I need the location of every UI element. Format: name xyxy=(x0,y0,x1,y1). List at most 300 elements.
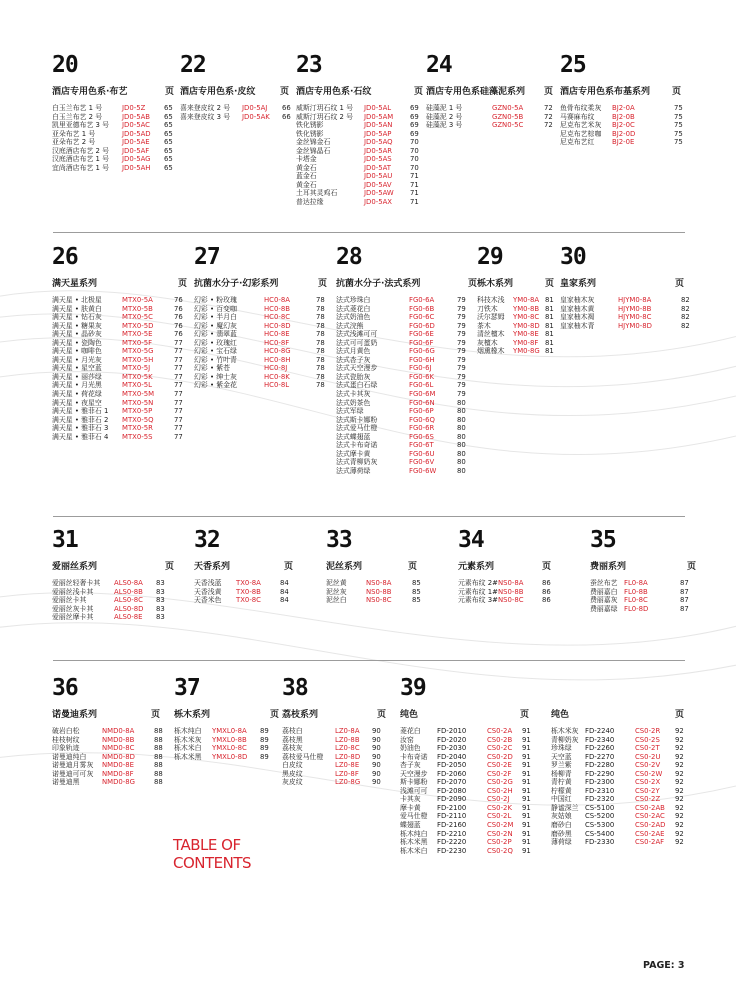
list-item xyxy=(194,347,330,356)
item-code: MTX0-5B xyxy=(122,304,153,313)
section-title: 爱丽丝系列 xyxy=(52,562,98,572)
item-page: 79 xyxy=(457,381,466,390)
item-name: 铁化锈影 xyxy=(296,129,324,138)
item-page: 82 xyxy=(681,296,690,304)
section-number: 35 xyxy=(590,527,616,553)
section-title: 抗菌水分子·法式系列 xyxy=(336,279,421,289)
item-page: 87 xyxy=(680,587,689,596)
item-name: 马赛麻布纹 xyxy=(560,112,595,121)
list-item xyxy=(426,121,556,130)
item-code: HC0-8K xyxy=(264,372,290,381)
item-code: CS0-2V xyxy=(635,761,661,770)
section-38 xyxy=(282,676,389,787)
item-page: 91 xyxy=(522,812,531,821)
item-page: 81 xyxy=(545,304,554,313)
item-model-code: CS-5400 xyxy=(585,829,615,838)
item-name: 罗兰紫 xyxy=(551,761,572,770)
row-divider-1 xyxy=(53,232,685,233)
list-item xyxy=(477,347,557,356)
item-page: 83 xyxy=(156,579,165,587)
item-code: HJYM0-8A xyxy=(618,296,652,304)
item-page: 69 xyxy=(410,112,419,121)
item-code: BJ2-0C xyxy=(612,121,635,130)
item-code: LZ0-8G xyxy=(335,778,361,787)
item-name: 白皮纹 xyxy=(282,761,303,770)
item-name: 硅藻泥 2 号 xyxy=(426,112,463,121)
list-item xyxy=(296,121,426,130)
item-name: 金丝锦金石 xyxy=(296,138,331,147)
item-name: 皇家柚木黄 xyxy=(560,304,595,313)
item-page: 80 xyxy=(457,458,466,467)
list-item xyxy=(400,838,532,847)
item-code: JD0-5AJ xyxy=(242,104,268,112)
item-code: FG0-6G xyxy=(409,347,435,356)
item-code: CS0-2A xyxy=(487,727,513,735)
list-item xyxy=(282,761,389,770)
item-code: MTX0-5M xyxy=(122,390,155,399)
list-item xyxy=(282,744,389,753)
item-code: FG0-6F xyxy=(409,338,434,347)
list-item xyxy=(296,189,426,198)
item-model-code: FD-2340 xyxy=(585,735,615,744)
section-number xyxy=(551,676,687,700)
list-item xyxy=(296,130,426,139)
list-item xyxy=(180,104,292,113)
item-name: 尼克布艺棕咖 xyxy=(560,129,602,138)
section-title: 栎木系列 xyxy=(174,710,211,720)
item-name: 鱼骨布纹柔灰 xyxy=(560,104,602,112)
page-column-label: 页 xyxy=(520,710,530,720)
item-page: 91 xyxy=(522,803,531,812)
item-name: 柠檬黄 xyxy=(551,786,572,795)
item-page: 91 xyxy=(522,838,531,847)
list-item xyxy=(52,778,163,787)
item-name: 白玉兰布艺 1 号 xyxy=(52,104,103,112)
item-page: 69 xyxy=(410,104,419,112)
item-page: 92 xyxy=(675,761,684,770)
list-item xyxy=(477,296,557,305)
list-item xyxy=(52,727,163,736)
list-item xyxy=(560,138,684,147)
item-code: FG0-6T xyxy=(409,441,434,450)
list-item xyxy=(336,433,480,442)
item-code: CS0-2P xyxy=(487,838,512,847)
section-number: 23 xyxy=(296,52,322,78)
item-name: 栎木米白 xyxy=(400,846,428,855)
item-code: YM0-8B xyxy=(513,304,540,313)
item-name: 幻彩 • 宝石绿 xyxy=(194,347,237,356)
item-name: 爱丽丝卡其 xyxy=(52,596,87,605)
item-name: 磨砂黑 xyxy=(551,829,572,838)
section-28 xyxy=(336,245,480,475)
item-code: ALS0-8E xyxy=(114,613,143,622)
item-name: 法式浣熊 xyxy=(336,321,364,330)
item-code: FG0-6N xyxy=(409,398,435,407)
item-name: 诺曼迪可可灰 xyxy=(52,769,94,778)
page-column-label: 页 xyxy=(687,562,697,572)
item-page: 85 xyxy=(412,587,421,596)
list-item xyxy=(336,313,480,322)
list-item xyxy=(52,407,190,416)
item-name: 元素布纹 3# xyxy=(458,596,498,605)
section-number: 27 xyxy=(194,244,220,270)
item-model-code: FD-2310 xyxy=(585,786,615,795)
list-item xyxy=(336,339,480,348)
item-model-code: FD-2080 xyxy=(437,786,467,795)
item-code: FG0-6L xyxy=(409,381,434,390)
item-page: 92 xyxy=(675,727,684,735)
item-name: 满天星 • 晶砂灰 xyxy=(52,330,102,339)
list-item xyxy=(52,104,177,113)
list-item xyxy=(52,322,190,331)
list-item xyxy=(400,727,532,736)
item-page: 77 xyxy=(174,372,183,381)
item-page: 81 xyxy=(545,330,554,339)
list-item xyxy=(52,390,190,399)
item-code: JD0-5AX xyxy=(364,198,393,207)
item-page: 85 xyxy=(412,596,421,605)
item-code: ALS0-8B xyxy=(114,587,143,596)
item-name: 法式薄荷绿 xyxy=(336,466,371,475)
item-code: JD0-5AD xyxy=(122,129,151,138)
list-item xyxy=(52,744,163,753)
list-item xyxy=(282,727,389,736)
item-page: 76 xyxy=(174,330,183,339)
item-name: 天空漫步 xyxy=(400,769,428,778)
item-page: 92 xyxy=(675,744,684,753)
list-item xyxy=(336,322,480,331)
item-page: 75 xyxy=(674,138,683,147)
list-item xyxy=(551,821,687,830)
item-code: MTX0-5C xyxy=(122,313,153,322)
item-code: TX0-8C xyxy=(236,596,261,605)
item-name: 桂枝树纹 xyxy=(52,735,80,744)
section-number: 24 xyxy=(426,52,452,78)
item-page: 78 xyxy=(316,330,325,339)
list-item xyxy=(174,736,282,745)
list-item xyxy=(551,838,687,847)
list-item xyxy=(400,821,532,830)
item-name: 法式奶油色 xyxy=(336,313,371,322)
item-code: NMD0-8E xyxy=(102,761,135,770)
item-page: 91 xyxy=(522,786,531,795)
item-page: 92 xyxy=(675,803,684,812)
list-item xyxy=(52,433,190,442)
item-name: 爱丽丝摩卡其 xyxy=(52,613,94,622)
item-code: JD0-5AH xyxy=(122,163,151,172)
item-code: HC0-8D xyxy=(264,321,291,330)
item-code: BJ2-0B xyxy=(612,112,635,121)
item-code: FL0-8C xyxy=(624,596,648,605)
item-code: LZ0-8E xyxy=(335,761,360,770)
item-model-code: FD-2300 xyxy=(585,778,615,787)
item-model-code: FD-2010 xyxy=(437,727,467,735)
section-number: 33 xyxy=(326,527,352,553)
item-name: 破岩白松 xyxy=(52,727,80,735)
item-page: 77 xyxy=(174,338,183,347)
item-code: HC0-8B xyxy=(264,304,290,313)
item-name: 汉庭酒店布艺 1 号 xyxy=(52,155,109,164)
item-code: NMD0-8F xyxy=(102,769,134,778)
item-name: 斯卡娜粉 xyxy=(400,778,428,787)
item-code: BJ2-0E xyxy=(612,138,635,147)
section-31 xyxy=(52,528,177,622)
page-column-label: 页 xyxy=(151,710,161,720)
item-code: JD0-5AU xyxy=(364,172,393,181)
item-code: JD0-5AB xyxy=(122,112,151,121)
item-name: 幻彩 • 翡翠蓝 xyxy=(194,330,237,339)
item-name: 法式月黄色 xyxy=(336,347,371,356)
item-code: CS0-2D xyxy=(487,752,513,761)
page-column-label: 页 xyxy=(178,279,188,289)
item-page: 92 xyxy=(675,821,684,830)
item-code: FG0-6K xyxy=(409,372,435,381)
section-37 xyxy=(174,676,282,761)
item-code: CS0-2U xyxy=(635,752,661,761)
item-code: JD0-5AR xyxy=(364,146,393,155)
item-code: FG0-6W xyxy=(409,466,437,475)
item-page: 90 xyxy=(372,769,381,778)
item-name: 喜来登皮纹 2 号 xyxy=(180,104,231,112)
item-code: NMD0-8A xyxy=(102,727,135,735)
list-item xyxy=(296,155,426,164)
item-code: NMD0-8G xyxy=(102,778,135,787)
item-page: 87 xyxy=(680,579,689,587)
list-item xyxy=(551,727,687,736)
item-name: 汉庭酒店布艺 2 号 xyxy=(52,146,109,155)
list-item xyxy=(52,424,190,433)
item-page: 69 xyxy=(410,121,419,130)
item-page: 77 xyxy=(174,364,183,373)
item-name: 诺曼迪纯白 xyxy=(52,752,87,761)
section-25 xyxy=(560,53,684,147)
item-page: 79 xyxy=(457,390,466,399)
item-name: 刀铁木 xyxy=(477,304,498,313)
item-page: 84 xyxy=(280,579,289,587)
item-name: 磨砂白 xyxy=(551,821,572,830)
item-name: 幻彩 • 绅士灰 xyxy=(194,372,237,381)
list-item xyxy=(296,172,426,181)
item-code: LZ0-8B xyxy=(335,735,360,744)
item-model-code: FD-2210 xyxy=(437,829,467,838)
item-model-code: FD-2100 xyxy=(437,803,467,812)
item-page: 83 xyxy=(156,604,165,613)
item-code: MTX0-5K xyxy=(122,372,153,381)
page-column-label: 页 xyxy=(468,279,478,289)
item-page: 70 xyxy=(410,163,419,172)
list-item xyxy=(400,761,532,770)
item-code: JD0-5AL xyxy=(364,104,392,112)
item-name: 法式瓷胎灰 xyxy=(336,372,371,381)
item-name: 菱花白 xyxy=(400,727,421,735)
item-name: 满天星 • 肤黄白 xyxy=(52,304,102,313)
item-code: CS0-2G xyxy=(487,778,513,787)
section-title: 泥丝系列 xyxy=(326,562,363,572)
list-item xyxy=(52,381,190,390)
item-name: 满天星 • 北极星 xyxy=(52,296,102,304)
list-item xyxy=(336,296,480,305)
item-name: 硅藻泥 1 号 xyxy=(426,104,463,112)
page-column-label: 页 xyxy=(542,562,552,572)
item-page: 85 xyxy=(412,579,421,587)
item-name: 法式蛋白石绿 xyxy=(336,381,378,390)
item-code: ALS0-8C xyxy=(114,596,143,605)
item-code: CS0-2AD xyxy=(635,821,666,830)
item-page: 80 xyxy=(457,415,466,424)
item-code: CS0-2Z xyxy=(635,795,661,804)
item-name: 满天星 • 夜星空 xyxy=(52,398,102,407)
item-code: CS0-2Q xyxy=(487,846,513,855)
item-code: MTX0-5J xyxy=(122,364,151,373)
item-code: JD0-5AQ xyxy=(364,138,393,147)
item-model-code: FD-2110 xyxy=(437,812,467,821)
list-item xyxy=(551,744,687,753)
item-name: 金丝锦晶石 xyxy=(296,146,331,155)
item-name: 蝶翅蓝 xyxy=(400,821,421,830)
item-name: 灰姑娘 xyxy=(551,812,572,821)
item-page: 79 xyxy=(457,347,466,356)
item-code: HC0-8F xyxy=(264,338,290,347)
item-name: 栎木米灰 xyxy=(551,727,579,735)
list-item xyxy=(52,613,177,622)
item-page: 90 xyxy=(372,752,381,761)
row-divider-2 xyxy=(53,516,685,517)
item-code: MTX0-5S xyxy=(122,432,153,441)
list-item xyxy=(400,830,532,839)
item-code: YM0-8D xyxy=(513,321,540,330)
item-page: 77 xyxy=(174,432,183,441)
item-name: 铁化锈影 xyxy=(296,121,324,130)
list-item xyxy=(52,605,177,614)
item-code: YMXL0-8A xyxy=(212,727,247,735)
item-name: 汝窑 xyxy=(400,735,414,744)
item-code: FG0-6C xyxy=(409,313,435,322)
item-name: 满天星 • 雅菲石 3 xyxy=(52,424,109,433)
section-20 xyxy=(52,53,177,172)
section-number: 26 xyxy=(52,244,78,270)
item-name: 满天星 • 荷花绿 xyxy=(52,390,102,399)
page-column-label: 页 xyxy=(165,562,175,572)
section-number: 37 xyxy=(174,675,200,701)
item-name: 法式可可蛋奶 xyxy=(336,338,378,347)
item-model-code: CS-5100 xyxy=(585,803,615,812)
section-29 xyxy=(477,245,557,356)
item-code: LZ0-8D xyxy=(335,752,361,761)
item-name: 中国红 xyxy=(551,795,572,804)
toc-title-line-2: CONTENTS xyxy=(173,854,252,872)
item-name: 泥丝灰 xyxy=(326,587,347,596)
item-page: 65 xyxy=(164,163,173,172)
item-page: 90 xyxy=(372,735,381,744)
page-column-label: 页 xyxy=(545,279,555,289)
item-code: BJ2-0D xyxy=(612,129,636,138)
item-name: 威斯汀玥石纹 2 号 xyxy=(296,112,353,121)
item-code: FG0-6A xyxy=(409,296,435,304)
list-item xyxy=(52,305,190,314)
item-page: 77 xyxy=(174,415,183,424)
item-page: 78 xyxy=(316,321,325,330)
section-27 xyxy=(194,245,330,390)
list-item xyxy=(296,113,426,122)
list-item xyxy=(282,736,389,745)
list-item xyxy=(52,761,163,770)
item-code: NS0-8B xyxy=(366,587,392,596)
row-divider-3 xyxy=(53,660,685,661)
item-name: 亚朵布艺 1 号 xyxy=(52,129,96,138)
item-page: 79 xyxy=(457,304,466,313)
list-item xyxy=(194,296,330,305)
item-name: 天香米色 xyxy=(194,596,222,605)
list-item xyxy=(326,579,420,588)
item-code: YM0-8A xyxy=(513,296,540,304)
list-item xyxy=(458,579,554,588)
list-item xyxy=(52,753,163,762)
list-item xyxy=(560,304,690,314)
item-code: JD0-5AE xyxy=(122,138,150,147)
list-item xyxy=(52,339,190,348)
list-item xyxy=(52,164,177,173)
item-page: 75 xyxy=(674,121,683,130)
section-title: 荔枝系列 xyxy=(282,710,319,720)
section-title: 元素系列 xyxy=(458,562,495,572)
list-item xyxy=(282,770,389,779)
item-name: 满天星 • 瓷陶色 xyxy=(52,338,102,347)
item-code: JD0-5AS xyxy=(364,155,392,164)
item-code: YMXL0-8C xyxy=(212,744,247,753)
list-item xyxy=(560,313,690,322)
item-page: 86 xyxy=(542,587,551,596)
list-item xyxy=(174,744,282,753)
item-code: HC0-8H xyxy=(264,355,291,364)
item-code: MTX0-5G xyxy=(122,347,154,356)
item-code: CS0-2AF xyxy=(635,838,665,847)
item-name: 幻彩 • 半月白 xyxy=(194,313,237,322)
item-page: 89 xyxy=(260,752,269,761)
page-column-label: 页 xyxy=(672,87,682,97)
item-code: TX0-8A xyxy=(236,579,261,587)
item-name: 满天星 • 月光黑 xyxy=(52,381,102,390)
list-item xyxy=(296,138,426,147)
list-item xyxy=(296,104,426,113)
item-page: 81 xyxy=(545,347,554,356)
item-name: 栎木纯白 xyxy=(400,829,428,838)
item-page: 91 xyxy=(522,744,531,753)
item-name: 茶木 xyxy=(477,321,491,330)
item-name: 爱丽丝灰卡其 xyxy=(52,604,94,613)
item-page: 81 xyxy=(545,296,554,304)
item-page: 92 xyxy=(675,812,684,821)
item-page: 81 xyxy=(545,313,554,322)
item-page: 88 xyxy=(154,735,163,744)
item-page: 92 xyxy=(675,778,684,787)
item-name: 荔枝白 xyxy=(282,727,303,735)
section-number: 34 xyxy=(458,527,484,553)
item-page: 92 xyxy=(675,786,684,795)
item-code: LZ0-8F xyxy=(335,769,359,778)
item-code: JD0-5AG xyxy=(122,155,151,164)
item-page: 80 xyxy=(457,432,466,441)
item-name: 奶油色 xyxy=(400,744,421,753)
item-code: GZN0-5A xyxy=(492,104,524,112)
item-code: NMD0-8D xyxy=(102,752,135,761)
section-title: 皇家系列 xyxy=(560,279,597,289)
list-item xyxy=(336,330,480,339)
item-page: 77 xyxy=(174,407,183,416)
item-name: 满天星 • 咖啡色 xyxy=(52,347,102,356)
item-name: 皇家柚木青 xyxy=(560,321,595,330)
item-code: CS0-2B xyxy=(487,735,513,744)
item-name: 幻彩 • 粉玫瑰 xyxy=(194,296,237,304)
